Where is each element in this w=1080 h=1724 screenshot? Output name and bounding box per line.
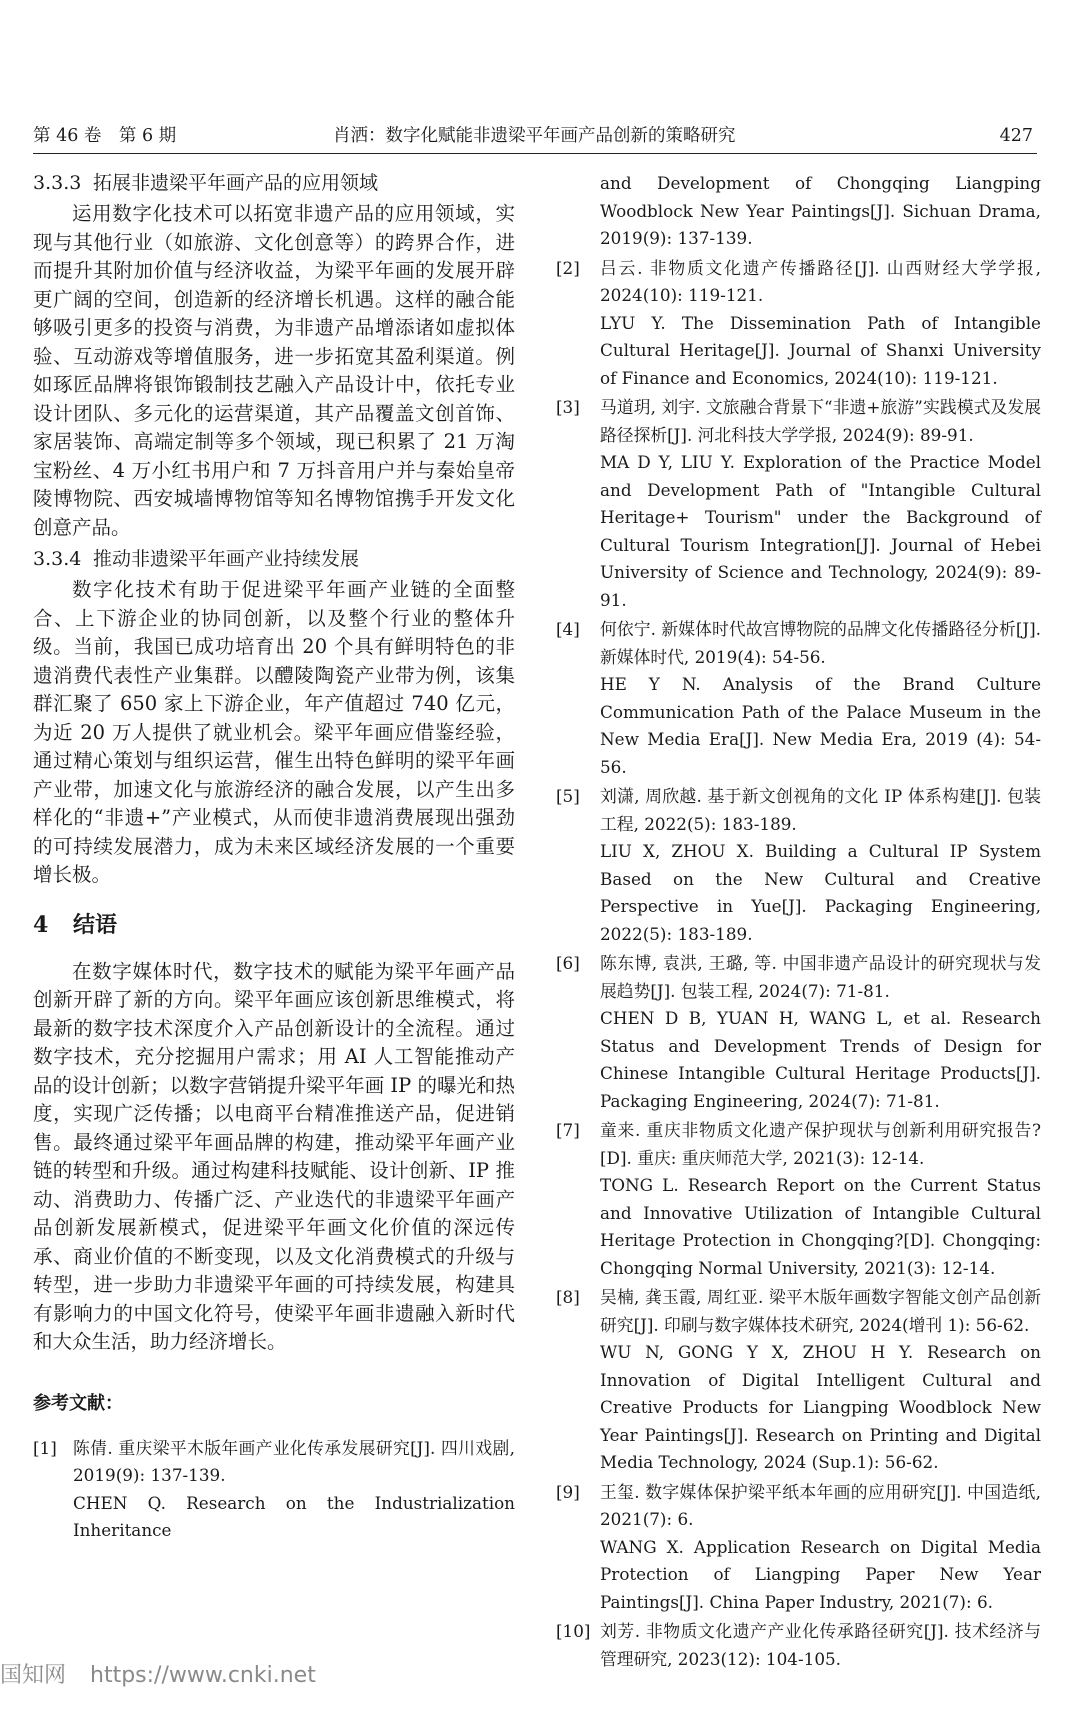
reference-number: [7]	[556, 1120, 580, 1140]
running-title: 肖洒：数字化赋能非遗梁平年画产品创新的策略研究	[333, 126, 736, 146]
reference-number: [5]	[556, 786, 580, 806]
reference-zh: 何依宁. 新媒体时代故宫博物院的品牌文化传播路径分析[J]. 新媒体时代, 2019(4): 54-56.	[600, 619, 1041, 667]
watermark-url: https://www.cnki.net	[90, 1663, 316, 1688]
subsection-title: 推动非遗梁平年画产业持续发展	[93, 548, 360, 570]
reference-item	[556, 255, 1041, 393]
paragraph-conclusion: 在数字媒体时代，数字技术的赋能为梁平年画产品创新开辟了新的方向。梁平年画应该创新思维模式，将最新的数字技术深度介入产品创新设计的全流程。通过数字技术，充分挖掘用户需求；用 AI 人工智能推动产品的设计创新；以数字营销提升梁平年画 IP 的曝光和热度，实现广泛传播；以电商平台精准推送产品，促进销售。最终通过梁平年画品牌的构建，推动梁平年画产业链的转型和升级。通过构建科技赋能、设计创新、IP 推动、消费助力、传播广泛、产业迭代的非遗梁平年画产品创新发展新模式，促进梁平年画文化价值的深远传承、商业价值的不断变现，以及文化消费模式的升级与转型，进一步助力非遗梁平年画的可持续发展，构建具有影响力的中国文化符号，使梁平年画非遗融入新时代和大众生活，助力经济增长。	[33, 959, 515, 1353]
subsection-title: 拓展非遗梁平年画产品的应用领域	[93, 172, 379, 194]
section-title: 结语	[73, 911, 118, 938]
reference-number: [9]	[556, 1481, 580, 1502]
subsection-number: 3.3.4	[33, 548, 82, 570]
reference-item	[33, 1435, 515, 1545]
reference-en: HE Y N. Analysis of the Brand Culture Communication Path of the Palace Museum in the New Media Era[J]. New Media Era, 2019 (4): 54-56.	[600, 674, 1041, 777]
reference-en: WU N, GONG Y X, ZHOU H Y. Research on Innovation of Digital Intelligent Cultural and Creative Products for Liangping Woodblock New Year Paintings[J]. Research on Printing and Digital Media Technology, 2024 (Sup.1): 56-62.	[600, 1342, 1041, 1472]
reference-en: TONG L. Research Report on the Current Status and Innovative Utilization of Intangible Cultural Heritage Protection in Chongqing?[D]. Chongqing: Chongqing Normal University, 2021(3): 12-14.	[600, 1175, 1041, 1278]
reference-zh: 王玺. 数字媒体保护梁平纸本年画的应用研究[J]. 中国造纸, 2021(7): 6.	[600, 1481, 1041, 1529]
section-number: 4	[33, 911, 49, 938]
reference-en: CHEN D B, YUAN H, WANG L, et al. Research Status and Development Trends of Design for Chinese Intangible Cultural Heritage Products[J]. Packaging Engineering, 2024(7): 71-81.	[600, 1008, 1041, 1111]
reference-number: [4]	[556, 619, 580, 639]
cnki-watermark	[0, 1658, 316, 1689]
reference-zh: 陈倩. 重庆梁平木版年画产业化传承发展研究[J]. 四川戏剧, 2019(9): 137-139.	[73, 1437, 515, 1485]
reference-list	[556, 255, 1041, 1674]
reference-en: and Development of Chongqing Liangping Woodblock New Year Paintings[J]. Sichuan Drama, 2019(9): 137-139.	[600, 173, 1041, 248]
reference-item	[556, 1479, 1041, 1617]
reference-item	[556, 1284, 1041, 1477]
reference-item	[556, 394, 1041, 614]
reference-zh: 童来. 重庆非物质文化遗产保护现状与创新利用研究报告?[D]. 重庆: 重庆师范大学, 2021(3): 12-14.	[600, 1120, 1041, 1168]
paragraph-3-3-3: 运用数字化技术可以拓宽非遗产品的应用领域，实现与其他行业（如旅游、文化创意等）的跨界合作，进而提升其附加价值与经济收益，为梁平年画的发展开辟更广阔的空间，创造新的经济增长机遇。这样的融合能够吸引更多的投资与消费，为非遗产品增添诸如虚拟体验、互动游戏等增值服务，进一步拓宽其盈利渠道。例如琢匠品牌将银饰锻制技艺融入产品设计中，依托专业设计团队、多元化的运营渠道，其产品覆盖文创首饰、家居装饰、高端定制等多个领域，现已积累了 21 万淘宝粉丝、4 万小红书用户和 7 万抖音用户并与秦始皇帝陵博物院、西安城墙博物馆等知名博物馆携手开发文化创意产品。	[33, 202, 515, 539]
reference-continuation	[556, 170, 1041, 253]
reference-item	[556, 950, 1041, 1115]
reference-en: LIU X, ZHOU X. Building a Cultural IP System Based on the New Cultural and Creative Perspective in Yue[J]. Packaging Engineering, 2022(5): 183-189.	[600, 841, 1041, 944]
reference-number: [2]	[556, 257, 580, 278]
left-column	[33, 170, 515, 1547]
reference-zh: 马道玥, 刘宇. 文旅融合背景下“非遗+旅游”实践模式及发展路径探析[J]. 河北科技大学学报, 2024(9): 89-91.	[600, 397, 1041, 445]
reference-en: MA D Y, LIU Y. Exploration of the Practice Model and Development Path of "Intangible Cultural Heritage+ Tourism" under the Background of Cultural Tourism Integration[J]. Journal of Hebei University of Science and Technology, 2024(9): 89-91.	[600, 452, 1041, 610]
right-column	[556, 170, 1041, 1675]
reference-zh: 吕云. 非物质文化遗产传播路径[J]. 山西财经大学学报, 2024(10): 119-121.	[600, 257, 1041, 305]
reference-number: [3]	[556, 397, 580, 417]
reference-item	[556, 1117, 1041, 1282]
reference-en: WANG X. Application Research on Digital Media Protection of Liangping Paper New Year Paintings[J]. China Paper Industry, 2021(7): 6.	[600, 1536, 1041, 1612]
reference-zh: 刘芳. 非物质文化遗产产业化传承路径研究[J]. 技术经济与管理研究, 2023(12): 104-105.	[600, 1621, 1041, 1669]
watermark-name: 国知网	[0, 1663, 67, 1688]
volume-issue: 第 46 卷 第 6 期	[33, 126, 177, 146]
subsection-heading-3-3-3	[33, 170, 515, 197]
reference-zh: 刘潇, 周欣越. 基于新文创视角的文化 IP 体系构建[J]. 包装工程, 2022(5): 183-189.	[600, 786, 1041, 834]
reference-number: [8]	[556, 1287, 580, 1307]
reference-zh: 吴楠, 龚玉霞, 周红亚. 梁平木版年画数字智能文创产品创新研究[J]. 印刷与数字媒体技术研究, 2024(增刊 1): 56-62.	[600, 1287, 1041, 1335]
reference-zh: 陈东博, 袁洪, 王璐, 等. 中国非遗产品设计的研究现状与发展趋势[J]. 包装工程, 2024(7): 71-81.	[600, 953, 1041, 1001]
subsection-number: 3.3.3	[33, 172, 82, 194]
reference-number: [1]	[33, 1437, 57, 1458]
running-header	[33, 122, 1035, 150]
paragraph-3-3-4: 数字化技术有助于促进梁平年画产业链的全面整合、上下游企业的协同创新，以及整个行业的整体升级。当前，我国已成功培育出 20 个具有鲜明特色的非遗消费代表性产业集群。以醴陵陶瓷产业带为例，该集群汇聚了 650 家上下游企业，年产值超过 740 亿元，为近 20 万人提供了就业机会。梁平年画应借鉴经验，通过精心策划与组织运营，催生出特色鲜明的梁平年画产业带，加速文化与旅游经济的融合发展，以产生出多样化的“非遗+”产业模式，从而使非遗消费展现出强劲的可持续发展潜力，成为未来区域经济发展的一个重要增长极。	[33, 578, 515, 886]
header-rule	[33, 153, 1037, 154]
page-number: 427	[999, 126, 1033, 146]
reference-item	[556, 783, 1041, 948]
references-heading: 参考文献：	[33, 1392, 123, 1414]
reference-number: [10]	[556, 1621, 591, 1641]
reference-en: LYU Y. The Dissemination Path of Intangible Cultural Heritage[J]. Journal of Shanxi University of Finance and Economics, 2024(10): 119-121.	[600, 312, 1041, 388]
reference-item	[556, 1618, 1041, 1673]
reference-en: CHEN Q. Research on the Industrialization Inheritance	[73, 1492, 515, 1540]
section-heading-conclusion	[33, 910, 515, 940]
reference-item	[556, 616, 1041, 781]
reference-number: [6]	[556, 953, 580, 973]
subsection-heading-3-3-4	[33, 546, 515, 573]
